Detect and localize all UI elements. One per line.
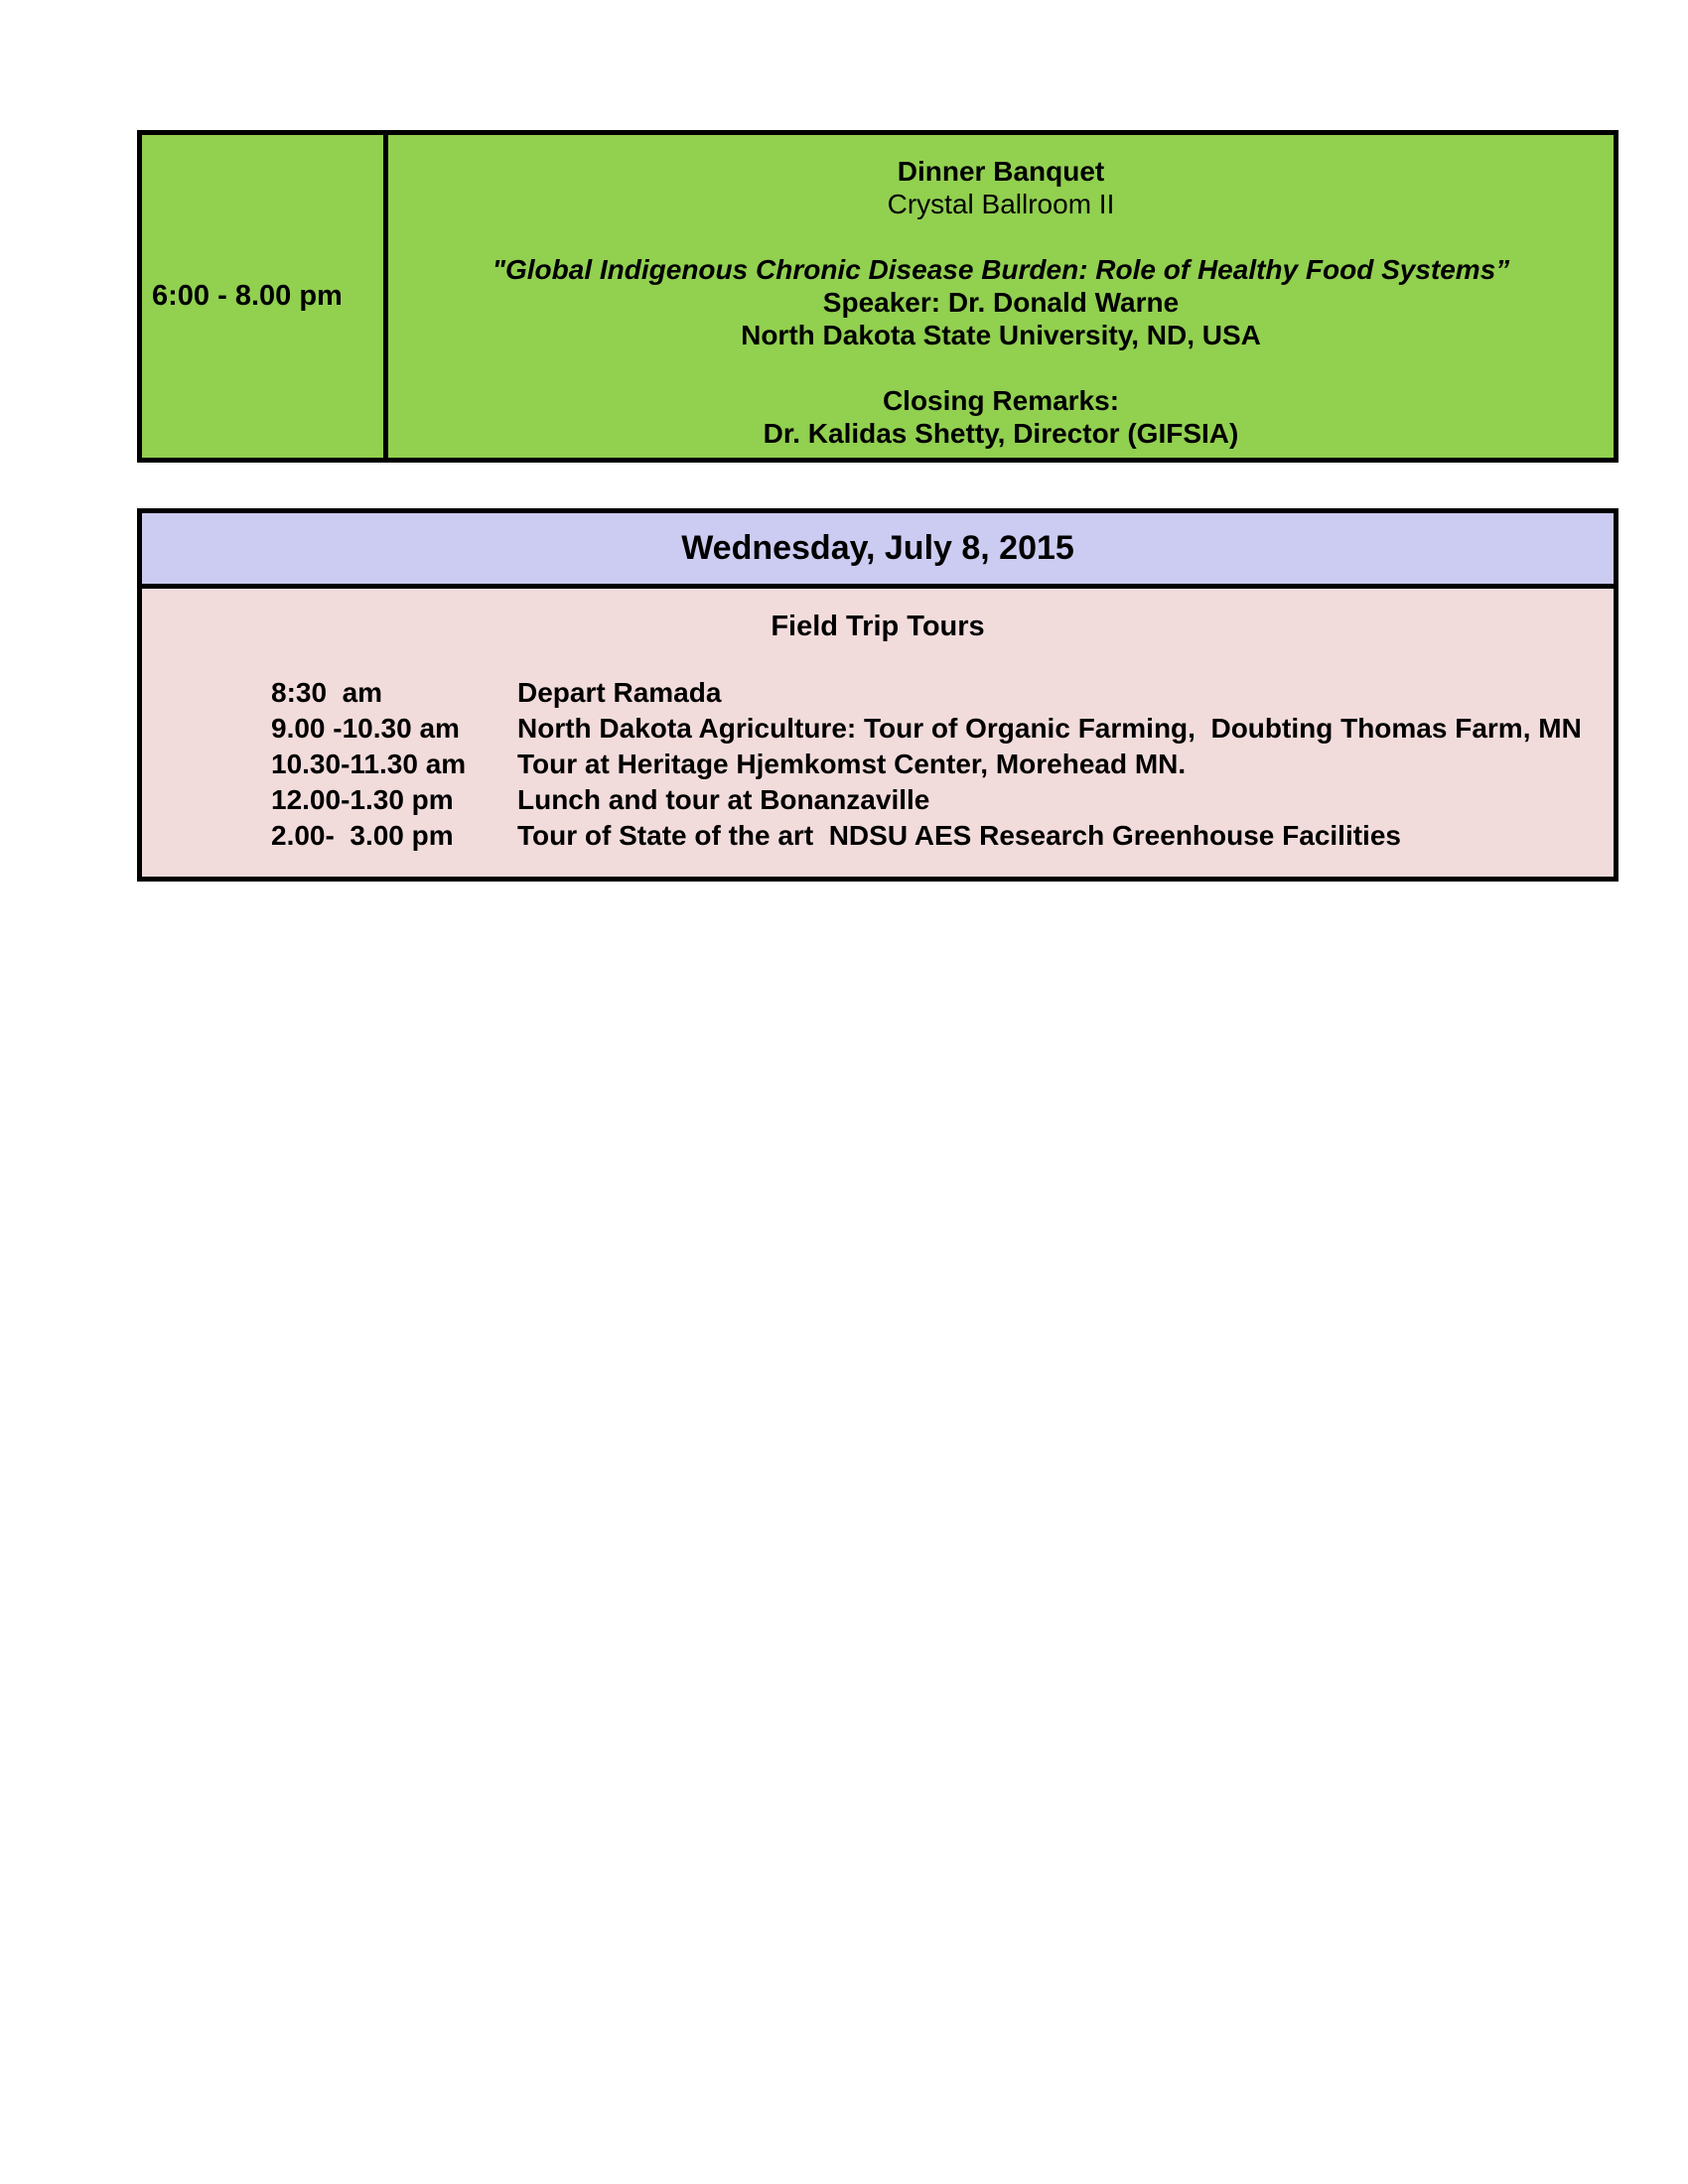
schedule-row xyxy=(271,747,1594,782)
schedule-activity: Depart Ramada xyxy=(517,677,722,708)
banquet-location: Crystal Ballroom II xyxy=(887,189,1115,219)
banquet-closing-remarks-speaker: Dr. Kalidas Shetty, Director (GIFSIA) xyxy=(763,418,1239,449)
banquet-closing-remarks-label: Closing Remarks: xyxy=(882,385,1120,416)
banquet-time-cell: 6:00 - 8.00 pm xyxy=(142,135,388,458)
schedule-row xyxy=(271,782,1594,818)
field-trips-heading: Field Trip Tours xyxy=(771,611,985,642)
day-header-title: Wednesday, July 8, 2015 xyxy=(681,529,1074,567)
schedule-activity: North Dakota Agriculture: Tour of Organic Farming, Doubting Thomas Farm, MN xyxy=(517,713,1582,744)
schedule-row xyxy=(271,711,1594,747)
banquet-speaker-affiliation: North Dakota State University, ND, USA xyxy=(741,320,1261,350)
banquet-speaker: Speaker: Dr. Donald Warne xyxy=(822,287,1180,318)
schedule-activity: Tour at Heritage Hjemkomst Center, Morehead MN. xyxy=(517,749,1187,779)
schedule-time: 12.00-1.30 pm xyxy=(271,784,454,815)
banquet-title: Dinner Banquet xyxy=(897,156,1105,187)
banquet-content-cell xyxy=(388,135,1614,458)
schedule-time: 2.00- 3.00 pm xyxy=(271,820,454,851)
schedule-activity: Lunch and tour at Bonanzaville xyxy=(517,784,930,815)
schedule-row xyxy=(271,818,1594,854)
schedule-time: 8:30 am xyxy=(271,677,383,708)
schedule-row xyxy=(271,675,1594,711)
banquet-table xyxy=(137,130,1618,463)
banquet-talk-title: "Global Indigenous Chronic Disease Burden: Role of Healthy Food Systems” xyxy=(492,254,1510,285)
schedule-time: 10.30-11.30 am xyxy=(271,749,467,779)
banquet-spacer-1 xyxy=(388,220,1614,253)
banquet-spacer-2 xyxy=(388,351,1614,384)
schedule-activity: Tour of State of the art NDSU AES Research Greenhouse Facilities xyxy=(517,820,1401,851)
day-header xyxy=(137,508,1618,589)
field-trips-schedule xyxy=(142,675,1614,854)
field-trips-section xyxy=(137,589,1618,882)
schedule-time: 9.00 -10.30 am xyxy=(271,713,460,744)
